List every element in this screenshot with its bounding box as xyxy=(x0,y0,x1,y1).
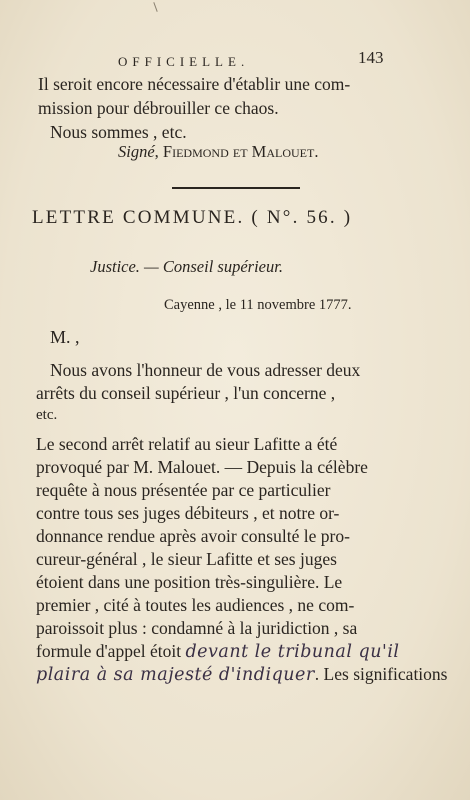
text-line: étoient dans une position très-singulière. Le xyxy=(36,572,343,592)
text-line: donnance rendue après avoir consulté le pro- xyxy=(36,526,350,546)
signe-label: Signé xyxy=(118,142,155,161)
text-line: paroissoit plus : condamné à la juridiction , sa xyxy=(36,618,358,638)
section-rule xyxy=(172,187,300,189)
text-line: contre tous ses juges débiteurs , et notre or- xyxy=(36,503,340,523)
text-line: premier , cité à toutes les audiences , ne com- xyxy=(36,595,355,615)
text-line: etc. xyxy=(36,407,58,423)
letter-subject: Justice. — Conseil supérieur. xyxy=(90,257,283,276)
text-segment: formule d'appel étoit xyxy=(36,641,182,661)
page-number: 143 xyxy=(358,48,384,67)
text-line: provoqué par M. Malouet. — Depuis la célèbre xyxy=(36,457,368,477)
text-line: arrêts du conseil supérieur , l'un concerne , xyxy=(36,383,336,403)
running-head: OFFICIELLE. xyxy=(118,54,250,69)
handwritten-annotation: devant le tribunal qu'il xyxy=(185,642,400,662)
text-line: cureur-général , le sieur Lafitte et ses juges xyxy=(36,549,337,569)
letter-dateline: Cayenne , le 11 novembre 1777. xyxy=(164,297,352,313)
margin-mark xyxy=(153,2,157,12)
text-line xyxy=(36,643,400,662)
salutation: M. , xyxy=(50,327,80,347)
text-line: mission pour débrouiller ce chaos. xyxy=(38,98,279,118)
signatories: , Fiedmond et Malouet. xyxy=(154,142,319,161)
text-line: Le second arrêt relatif au sieur Lafitte a été xyxy=(36,434,338,454)
letter-title: LETTRE COMMUNE. ( N°. 56. ) xyxy=(32,207,353,228)
signature-line xyxy=(118,142,318,162)
text-segment: . Les significations xyxy=(314,664,448,684)
text-line xyxy=(36,666,447,685)
text-line: Il seroit encore nécessaire d'établir une com- xyxy=(38,74,351,94)
text-line: requête à nous présentée par ce particulier xyxy=(36,480,331,500)
text-line: Nous avons l'honneur de vous adresser deux xyxy=(50,360,361,380)
handwritten-annotation: plaira à sa majesté d'indiquer xyxy=(36,665,315,685)
text-line: Nous sommes , etc. xyxy=(50,122,187,142)
